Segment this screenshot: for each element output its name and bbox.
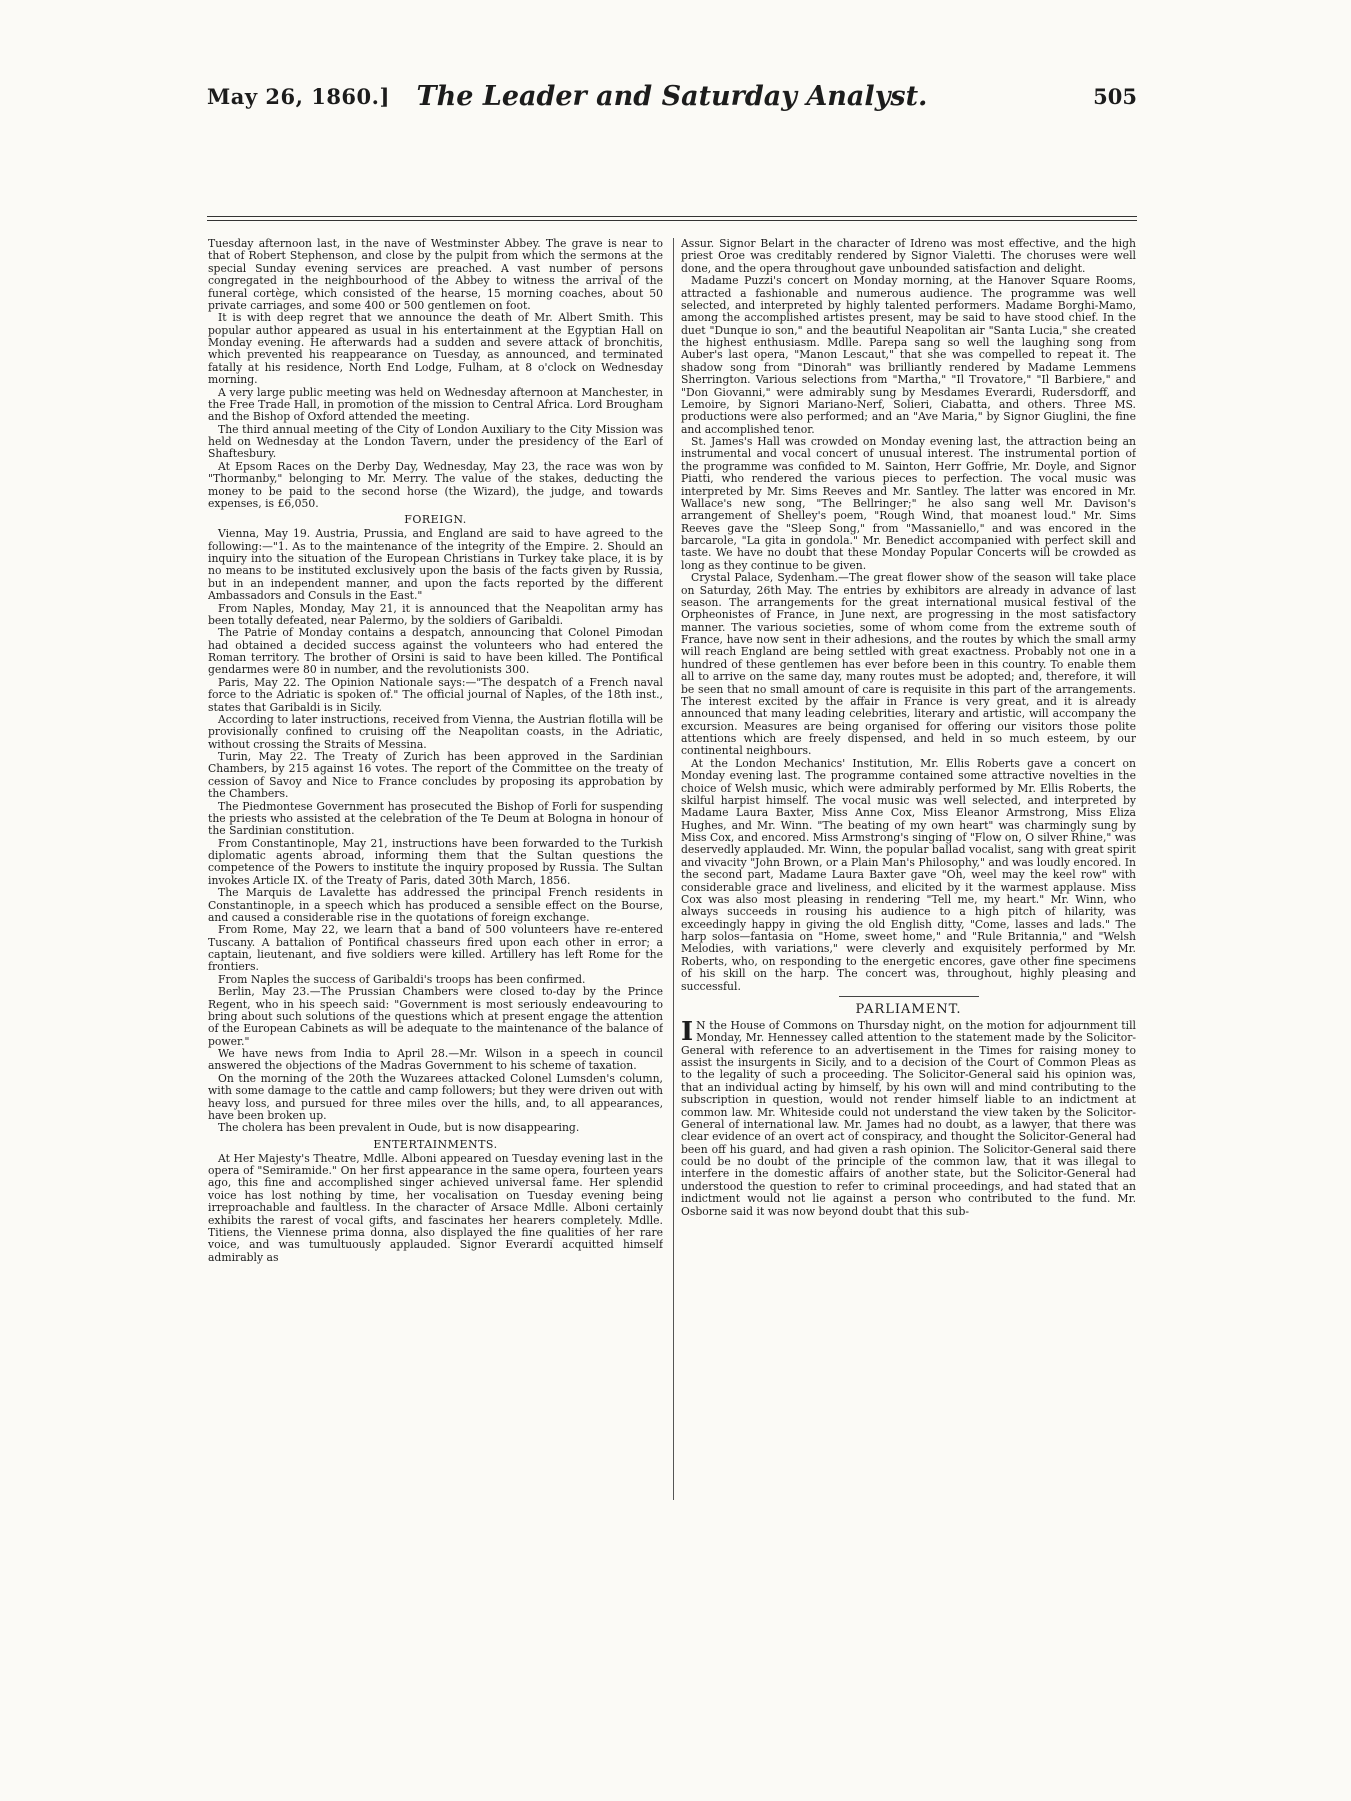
section-rule [839, 996, 979, 997]
article-paragraph: Tuesday afternoon last, in the nave of Westminster Abbey. The grave is near to that of Robert Stephenson, and close by the pulpit from which the sermons at the special Sunday evening services are preached. A vast number of persons congregated in the neighbourhood of the Abbey to witness the arrival of the funeral cortège, which consisted of the hearse, 15 morning coaches, about 50 private carriages, and some 400 or 500 gentlemen on foot. [208, 238, 663, 312]
article-paragraph: At the London Mechanics' Institution, Mr. Ellis Roberts gave a concert on Monday evening last. The programme contained some attractive novelties in the choice of Welsh music, which were admirably performed by Mr. Ellis Roberts, the skilful harpist himself. The vocal music was well selected, and interpreted by Madame Laura Baxter, Miss Anne Cox, Miss Eleanor Armstrong, Miss Eliza Hughes, and Mr. Winn. "The beating of my own heart" was charmingly sung by Miss Cox, and encored. Miss Armstrong's singing of "Flow on, O silver Rhine," was deservedly applauded. Mr. Winn, the popular ballad vocalist, sang with great spirit and vivacity "John Brown, or a Plain Man's Philosophy," and was loudly encored. In the second part, Madame Laura Baxter gave "Oh, weel may the keel row" with considerable grace and liveliness, and elicited by it the warmest applause. Miss Cox was also most pleasing in rendering "Tell me, my heart." Mr. Winn, who always succeeds in rousing his audience to a high pitch of hilarity, was exceedingly happy in giving the old English ditty, "Come, lasses and lads." The harp solos—fantasia on "Home, sweet home," and "Rule Britannia," and "Welsh Melodies, with variations," were cleverly and exquisitely performed by Mr. Roberts, who, on responding to the energetic encores, gave other fine specimens of his skill on the harp. The concert was, throughout, highly pleasing and successful. [681, 756, 1136, 993]
drop-cap: I [681, 1016, 694, 1047]
article-paragraph: The Patrie of Monday contains a despatch, announcing that Colonel Pimodan had obtained a decided success against the volunteers who had entered the Roman territory. The brother of Orsini is said to have been killed. The Pontifical gendarmes were 80 in number, and the revolutionists 300. [208, 626, 663, 677]
article-paragraph: From Constantinople, May 21, instructions have been forwarded to the Turkish diplomatic agents abroad, informing them that the Sultan questions the competence of the Powers to institute the inquiry proposed by Russia. The Sultan invokes Article IX. of the Treaty of Paris, dated 30th March, 1856. [208, 836, 663, 887]
article-paragraph: Crystal Palace, Sydenham.—The great flower show of the season will take place on Saturday, 26th May. The entries by exhibitors are already in advance of last season. The arrangements for the great international musical festival of the Orpheonistes of France, in June next, are progressing in the most satisfactory manner. The various societies, some of whom come from the extreme south of France, have now sent in their adhesions, and the routes by which the small army will reach England are being settled with great exactness. Probably not one in a hundred of these gentlemen has ever before been in this country. To enable them all to arrive on the same day, many routes must be adopted; and, therefore, it will be seen that no small amount of care is requisite in this part of the arrangements. The interest excited by the affair in France is very great, and it is already announced that many leading celebrities, literary and artistic, will accompany the excursion. Measures are being organised for offering our visitors those polite attentions which are freely dispensed, and held in so much esteem, by our continental neighbours. [681, 571, 1136, 758]
article-paragraph: At Epsom Races on the Derby Day, Wednesday, May 23, the race was won by "Thormanby," belonging to Mr. Merry. The value of the stakes, deducting the money to be paid to the second horse (the Wizard), the judge, and towards expenses, is £6,050. [208, 459, 663, 510]
article-paragraph: According to later instructions, received from Vienna, the Austrian flotilla will be provisionally confined to cruising off the Neapolitan coasts, in the Adriatic, without crossing the Straits of Messina. [208, 712, 663, 751]
section-heading: PARLIAMENT. [855, 1001, 962, 1017]
article-paragraph: Berlin, May 23.—The Prussian Chambers were closed to-day by the Prince Regent, who in his speech said: "Government is most seriously endeavouring to bring about such solutions of the questions which at present engage the attention of the European Cabinets as will be adequate to the maintenance of the balance of power." [208, 985, 663, 1048]
article-paragraph: At Her Majesty's Theatre, Mdlle. Alboni appeared on Tuesday evening last in the opera of "Semiramide." On her first appearance in the same opera, fourteen years ago, this fine and accomplished singer achieved universal fame. Her splendid voice has lost nothing by time, her vocalisation on Tuesday evening being irreproachable and faultless. In the character of Arsace Mdlle. Alboni certainly exhibits the rarest of vocal gifts, and fascinates her hearers completely. Mdlle. Titiens, the Viennese prima donna, also displayed the fine qualities of her rare voice, and was tumultuously applauded. Signor Everardi acquitted himself admirably as [208, 1151, 663, 1264]
article-paragraph: We have news from India to April 28.—Mr. Wilson in a speech in council answered the objections of the Madras Government to his scheme of taxation. [208, 1047, 663, 1073]
article-paragraph: From Rome, May 22, we learn that a band of 500 volunteers have re-entered Tuscany. A battalion of Pontifical chasseurs fired upon each other in error; a captain, lieutenant, and five soldiers were killed. Artillery has left Rome for the frontiers. [208, 923, 663, 974]
article-paragraph: Vienna, May 19. Austria, Prussia, and England are said to have agreed to the following:—"1. As to the maintenance of the integrity of the Empire. 2. Should an inquiry into the situation of the European Christians in Turkey take place, it is by no means to be instituted exclusively upon the basis of the facts given by Russia, but in an independent manner, and upon the facts reported by the different Ambassadors and Consuls in the East." [208, 527, 663, 603]
article-paragraph: A very large public meeting was held on Wednesday afternoon at Manchester, in the Free Trade Hall, in promotion of the mission to Central Africa. Lord Brougham and the Bishop of Oxford attended the meeting. [208, 385, 663, 424]
newspaper-title: The Leader and Saturday Analyst. [416, 81, 928, 112]
article-paragraph: The Marquis de Lavalette has addressed the principal French residents in Constantinople, in a speech which has produced a sensible effect on the Bourse, and caused a considerable rise in the quotations of foreign exchange. [208, 886, 663, 924]
article-paragraph: From Naples, Monday, May 21, it is announced that the Neapolitan army has been totally defeated, near Palermo, by the soldiers of Garibaldi. [208, 601, 663, 627]
article-paragraph: From Naples the success of Garibaldi's troops has been confirmed. [218, 972, 586, 986]
article-paragraph: The Piedmontese Government has prosecuted the Bishop of Forli for suspending the priests who assisted at the celebration of the Te Deum at Bologna in honour of the Sardinian constitution. [208, 799, 663, 838]
paragraph-text: N the House of Commons on Thursday night, on the motion for adjournment till Monday, Mr. Hennessey called attention to the statement made by the Solicitor-General with reference to an advertisement in the Times for raising money to assist the insurgents in Sicily, and to a decision of the Court of Common Pleas as to the legality of such a proceeding. The Solicitor-General said his opinion was, that an individual acting by himself, by his own will and mind contributing to the subscription in question, would not render himself liable to an indictment at common law. Mr. Whiteside could not understand the view taken by the Solicitor-General of international law. Mr. James had no doubt, as a lawyer, that there was clear evidence of an overt act of conspiracy, and thought the Solicitor-General had been off his guard, and had given a rash opinion. The Solicitor-General said there could be no doubt of the principle of the common law, that it was illegal to interfere in the domestic affairs of another state, but the Solicitor-General had understood the question to refer to criminal proceedings, and had stated that an indictment would not lie against a person who contributed to the fund. Mr. Osborne said it was now beyond doubt that this sub- [681, 1018, 1136, 1218]
column-divider [673, 238, 674, 1500]
article-paragraph: Madame Puzzi's concert on Monday morning, at the Hanover Square Rooms, attracted a fashionable and numerous audience. The programme was well selected, and interpreted by highly talented performers. Madame Borghi-Mamo, among the accomplished artistes present, may be said to have stood chief. In the duet "Dunque io son," and the beautiful Neapolitan air "Santa Lucia," she created the highest enthusiasm. Mdlle. Parepa sang so well the laughing song from Auber's last opera, "Manon Lescaut," that she was compelled to repeat it. The shadow song from "Dinorah" was brilliantly rendered by Madame Lemmens Sherrington. Various selections from "Martha," "Il Trovatore," "Il Barbiere," and "Don Giovanni," were admirably sung by Mesdames Everardi, Rudersdorff, and Lemoire, by Signori Mariano-Nerf, Solieri, Ciabatta, and others. Three MS. productions were also performed; and an "Ave Maria," by Signor Giuglini, the fine and accomplished tenor. [681, 274, 1136, 436]
right-column [681, 238, 1136, 1500]
header-rule-bottom [207, 220, 1137, 221]
article-paragraph: The third annual meeting of the City of London Auxiliary to the City Mission was held on Wednesday at the London Tavern, under the presidency of the Earl of Shaftesbury. [208, 422, 663, 461]
article-paragraph: Assur. Signor Belart in the character of Idreno was most effective, and the high priest Oroe was creditably rendered by Signor Vialetti. The choruses were well done, and the opera throughout gave unbounded satisfaction and delight. [681, 238, 1136, 275]
article-paragraph: It is with deep regret that we announce the death of Mr. Albert Smith. This popular author appeared as usual in his entertainment at the Egyptian Hall on Monday evening. He afterwards had a sudden and severe attack of bronchitis, which prevented his reappearance on Tuesday, as announced, and terminated fatally at his residence, North End Lodge, Fulham, at 8 o'clock on Wednesday morning. [208, 311, 663, 387]
article-paragraph: On the morning of the 20th the Wuzarees attacked Colonel Lumsden's column, with some damage to the cattle and camp followers; but they were driven out with heavy loss, and pursued for three miles over the hills, and, to all appearances, have been broken up. [208, 1071, 663, 1122]
header-rule-top [207, 216, 1137, 217]
page-header [207, 81, 1137, 118]
left-column [208, 238, 663, 1500]
section-heading: FOREIGN. [404, 513, 467, 527]
article-paragraph: St. James's Hall was crowded on Monday evening last, the attraction being an instrumental and vocal concert of unusual interest. The instrumental portion of the programme was confided to M. Sainton, Herr Goffrie, Mr. Doyle, and Signor Piatti, who rendered the various pieces to perfection. The vocal music was interpreted by Mr. Sims Reeves and Mr. Santley. The latter was encored in Mr. Wallace's new song, "The Bellringer;" he also sang well Mr. Davison's arrangement of Shelley's poem, "Rough Wind, that moanest loud." Mr. Sims Reeves gave the "Sleep Song," from "Massaniello," and was encored in the barcarole, "La gita in gondola." Mr. Benedict accompanied with perfect skill and taste. We have no doubt that these Monday Popular Concerts will be crowded as long as they continue to be given. [681, 435, 1136, 572]
article-paragraph: The cholera has been prevalent in Oude, but is now disappearing. [218, 1121, 580, 1135]
header-date: May 26, 1860.] [207, 84, 390, 109]
section-heading: ENTERTAINMENTS. [373, 1137, 498, 1151]
article-paragraph: Turin, May 22. The Treaty of Zurich has been approved in the Sardinian Chambers, by 215 against 16 votes. The report of the Committee on the treaty of cession of Savoy and Nice to France concludes by proposing its approbation by the Chambers. [208, 750, 663, 801]
article-paragraph [681, 1016, 1136, 1218]
page-number: 505 [1093, 84, 1137, 109]
article-paragraph: Paris, May 22. The Opinion Nationale says:—"The despatch of a French naval force to the Adriatic is spoken of." The official journal of Naples, of the 18th inst., states that Garibaldi is in Sicily. [208, 675, 663, 714]
